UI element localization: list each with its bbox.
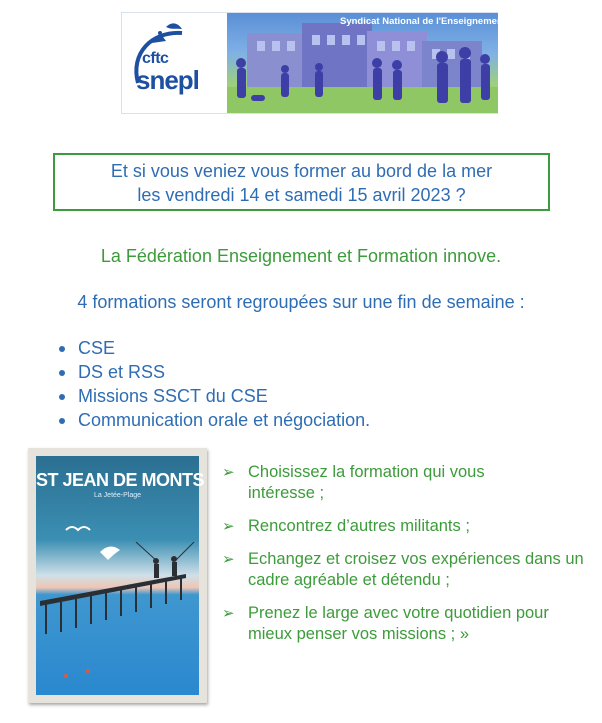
logo-snepl-text: snepl	[136, 65, 199, 95]
event-question-box	[53, 153, 550, 211]
logo-emblem-icon	[122, 13, 227, 113]
list-item: DS et RSS	[56, 360, 370, 384]
formations-list	[56, 336, 370, 432]
school-crowd-illustration	[227, 13, 498, 113]
arrow-bullet-icon: ➢	[222, 551, 235, 568]
header-banner	[121, 12, 566, 114]
poster-subtitle: La Jetée-Plage	[93, 492, 142, 499]
pier-illustration	[36, 456, 205, 695]
list-item	[222, 603, 568, 645]
reason-text: Prenez le large avec votre quotidien pour mieux penser vos missions ; »	[248, 604, 549, 643]
list-item: Communication orale et négociation.	[56, 408, 370, 432]
arrow-bullet-icon: ➢	[222, 605, 235, 622]
list-item	[222, 516, 558, 537]
question-line-2: les vendredi 14 et samedi 15 avril 2023 ?	[137, 185, 466, 205]
arrow-bullet-icon: ➢	[222, 464, 235, 481]
poster-frame	[28, 448, 207, 703]
st-jean-de-monts-poster	[36, 456, 205, 695]
reason-text: Choisissez la formation qui vous intéresse ;	[248, 463, 485, 502]
poster-title: ST JEAN DE MONTS	[36, 470, 205, 490]
reason-text: Echangez et croisez vos expériences dans un cadre agréable et détendu ;	[248, 550, 584, 589]
federation-statement: La Fédération Enseignement et Formation innove.	[100, 246, 502, 266]
formations-intro: 4 formations seront regroupées sur une fin de semaine :	[77, 292, 525, 312]
cftc-snepl-logo	[122, 13, 227, 113]
arrow-bullet-icon: ➢	[222, 518, 235, 535]
reason-text: Rencontrez d’autres militants ;	[248, 517, 470, 535]
reasons-list	[222, 462, 598, 657]
list-item: Missions SSCT du CSE	[56, 384, 370, 408]
question-line-1: Et si vous veniez vous former au bord de la mer	[110, 161, 493, 181]
list-item: CSE	[56, 336, 370, 360]
list-item	[222, 549, 598, 591]
banner-illustration	[227, 13, 566, 113]
banner-title: Syndicat National de l'Enseignement Privé Laïque	[340, 16, 566, 27]
logo-cftc-text: cftc	[142, 50, 169, 67]
list-item	[222, 462, 548, 504]
